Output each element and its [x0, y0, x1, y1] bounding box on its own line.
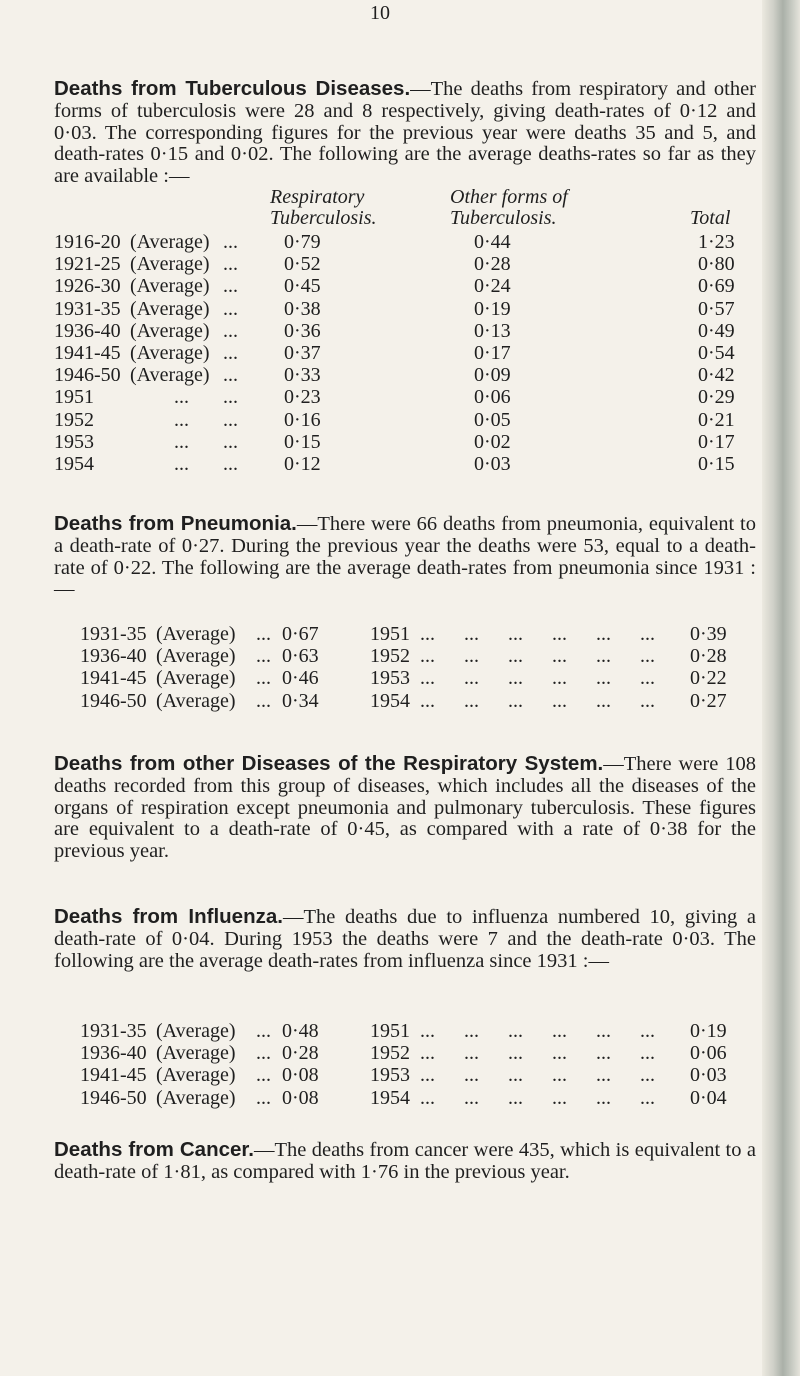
average-rate-cell: 0·28 — [282, 1042, 319, 1065]
leader-dots: ... — [552, 1086, 567, 1109]
tuberculosis-heading: Deaths from Tuberculous Diseases. — [54, 77, 411, 100]
leader-dots: ... — [256, 1064, 271, 1087]
leader-dots: ... — [223, 342, 238, 364]
pneumonia-text: —There were 66 deaths from pneumonia, equivalent to a death-rate of 0·27. During the previous year the deaths were 53, equal to a death-rate of 0·22. The following are the average death-rates from pneumonia since 1931 :— — [54, 513, 756, 601]
note-cell: (Average) — [130, 342, 210, 364]
other-rate-cell: 0·28 — [474, 253, 511, 276]
leader-dots: ... — [420, 623, 435, 645]
leader-dots: ... — [508, 1020, 523, 1042]
note-cell: (Average) — [130, 364, 210, 387]
period-cell: 1946-50 — [54, 364, 121, 387]
table-row — [0, 667, 760, 689]
other-rate-cell: 0·17 — [474, 342, 511, 364]
table-row — [0, 645, 760, 667]
year-rate-cell: 0·22 — [690, 667, 727, 690]
total-rate-cell: 0·21 — [698, 408, 735, 431]
pneumonia-heading: Deaths from Pneumonia. — [54, 512, 297, 535]
leader-dots: ... — [174, 430, 189, 453]
note-cell: (Average) — [156, 623, 236, 645]
table-row — [0, 1020, 760, 1042]
average-rate-cell: 0·08 — [282, 1086, 319, 1109]
note-cell: (Average) — [130, 253, 210, 276]
leader-dots: ... — [596, 1020, 611, 1042]
leader-dots: ... — [174, 453, 189, 475]
respiratory-rate-cell: 0·16 — [284, 408, 321, 431]
tuberculosis-paragraph — [54, 78, 756, 188]
average-rate-cell: 0·48 — [282, 1020, 319, 1042]
leader-dots: ... — [596, 1042, 611, 1065]
note-cell: (Average) — [130, 231, 210, 253]
leader-dots: ... — [223, 319, 238, 342]
year-cell: 1951 — [370, 1020, 410, 1042]
leader-dots: ... — [508, 667, 523, 690]
leader-dots: ... — [640, 667, 655, 690]
leader-dots: ... — [256, 1020, 271, 1042]
table-row — [0, 1064, 760, 1086]
note-cell: (Average) — [156, 645, 236, 668]
leader-dots: ... — [223, 386, 238, 409]
total-rate-cell: 0·69 — [698, 275, 735, 298]
period-cell: 1931-35 — [54, 297, 121, 320]
table-row — [0, 1087, 760, 1109]
year-rate-cell: 0·04 — [690, 1086, 727, 1109]
leader-dots: ... — [596, 1086, 611, 1109]
leader-dots: ... — [464, 1042, 479, 1065]
period-cell: 1916-20 — [54, 231, 121, 253]
col-header-respiratory-1: Respiratory — [270, 186, 365, 208]
total-rate-cell: 0·17 — [698, 430, 735, 453]
other-rate-cell: 0·13 — [474, 319, 511, 342]
note-cell: (Average) — [156, 667, 236, 690]
period-cell: 1936-40 — [80, 645, 147, 668]
col-header-other-1: Other forms of — [450, 186, 568, 208]
leader-dots: ... — [640, 1020, 655, 1042]
total-rate-cell: 0·29 — [698, 386, 735, 409]
respiratory-rate-cell: 0·37 — [284, 342, 321, 364]
leader-dots: ... — [596, 1064, 611, 1087]
leader-dots: ... — [552, 1064, 567, 1087]
leader-dots: ... — [464, 1020, 479, 1042]
leader-dots: ... — [420, 1042, 435, 1065]
year-rate-cell: 0·39 — [690, 623, 727, 645]
leader-dots: ... — [223, 408, 238, 431]
leader-dots: ... — [174, 386, 189, 409]
period-cell: 1946-50 — [80, 689, 147, 712]
respiratory-rate-cell: 0·52 — [284, 253, 321, 276]
period-cell: 1941-45 — [80, 1064, 147, 1087]
influenza-text: —The deaths due to influenza numbered 10, giving a death-rate of 0·04. During 1953 the deaths were 7 and the death-rate 0·03. The following are the average death-rates from influenza since 1931 :— — [54, 906, 757, 972]
influenza-heading: Deaths from Influenza. — [54, 905, 283, 928]
other-rate-cell: 0·24 — [474, 275, 511, 298]
note-cell: (Average) — [156, 689, 236, 712]
period-cell: 1954 — [54, 453, 94, 475]
col-header-other-2: Tuberculosis. — [450, 207, 557, 229]
table-row — [0, 431, 760, 453]
leader-dots: ... — [464, 645, 479, 668]
note-cell: (Average) — [130, 275, 210, 298]
leader-dots: ... — [640, 1042, 655, 1065]
leader-dots: ... — [256, 667, 271, 690]
period-cell: 1921-25 — [54, 253, 121, 276]
average-rate-cell: 0·67 — [282, 623, 319, 645]
leader-dots: ... — [223, 275, 238, 298]
year-rate-cell: 0·27 — [690, 689, 727, 712]
leader-dots: ... — [174, 408, 189, 431]
leader-dots: ... — [640, 1064, 655, 1087]
leader-dots: ... — [223, 231, 238, 253]
tuberculosis-text: —The deaths from respiratory and other forms of tuberculosis were 28 and 8 respectively, giving death-rates of 0·12 and 0·03. The corresponding figures for the previous year were deaths 35 and 5, and death-rates 0·15 and 0·02. The following are the average deaths-rates so far as they are available :— — [54, 78, 756, 188]
leader-dots: ... — [223, 364, 238, 387]
year-cell: 1953 — [370, 667, 410, 690]
respiratory-paragraph — [54, 753, 756, 863]
cancer-text: —The deaths from cancer were 435, which is equivalent to a death-rate of 1·81, as compared with 1·76 in the previous year. — [54, 1139, 757, 1183]
leader-dots: ... — [256, 689, 271, 712]
leader-dots: ... — [508, 645, 523, 668]
leader-dots: ... — [420, 645, 435, 668]
leader-dots: ... — [552, 689, 567, 712]
table-row — [0, 342, 760, 364]
table-row — [0, 690, 760, 712]
leader-dots: ... — [256, 1042, 271, 1065]
leader-dots: ... — [464, 1064, 479, 1087]
table-row — [0, 320, 760, 342]
note-cell: (Average) — [156, 1042, 236, 1065]
table-row — [0, 298, 760, 320]
other-rate-cell: 0·44 — [474, 231, 511, 253]
average-rate-cell: 0·63 — [282, 645, 319, 668]
leader-dots: ... — [640, 1086, 655, 1109]
period-cell: 1951 — [54, 386, 94, 409]
leader-dots: ... — [640, 623, 655, 645]
leader-dots: ... — [552, 667, 567, 690]
other-rate-cell: 0·05 — [474, 408, 511, 431]
leader-dots: ... — [420, 1064, 435, 1087]
year-rate-cell: 0·03 — [690, 1064, 727, 1087]
other-rate-cell: 0·06 — [474, 386, 511, 409]
cancer-heading: Deaths from Cancer. — [54, 1138, 254, 1161]
total-rate-cell: 0·80 — [698, 253, 735, 276]
leader-dots: ... — [552, 623, 567, 645]
year-cell: 1954 — [370, 1086, 410, 1109]
table-row — [0, 409, 760, 431]
leader-dots: ... — [464, 689, 479, 712]
period-cell: 1936-40 — [54, 319, 121, 342]
table-row — [0, 386, 760, 408]
table-row — [0, 1042, 760, 1064]
table-row — [0, 453, 760, 475]
respiratory-rate-cell: 0·33 — [284, 364, 321, 387]
year-cell: 1954 — [370, 689, 410, 712]
page-edge-shadow — [762, 0, 800, 1376]
leader-dots: ... — [508, 623, 523, 645]
year-cell: 1952 — [370, 1042, 410, 1065]
col-header-total: Total — [690, 207, 731, 229]
period-cell: 1953 — [54, 430, 94, 453]
leader-dots: ... — [552, 645, 567, 668]
pneumonia-paragraph — [54, 513, 756, 601]
other-rate-cell: 0·02 — [474, 430, 511, 453]
leader-dots: ... — [223, 453, 238, 475]
note-cell: (Average) — [156, 1020, 236, 1042]
respiratory-rate-cell: 0·79 — [284, 231, 321, 253]
total-rate-cell: 0·15 — [698, 453, 735, 475]
other-rate-cell: 0·09 — [474, 364, 511, 387]
note-cell: (Average) — [156, 1064, 236, 1087]
period-cell: 1931-35 — [80, 1020, 147, 1042]
period-cell: 1926-30 — [54, 275, 121, 298]
average-rate-cell: 0·08 — [282, 1064, 319, 1087]
leader-dots: ... — [552, 1042, 567, 1065]
note-cell: (Average) — [156, 1086, 236, 1109]
page-number: 10 — [370, 2, 390, 24]
respiratory-rate-cell: 0·36 — [284, 319, 321, 342]
leader-dots: ... — [256, 1086, 271, 1109]
year-cell: 1952 — [370, 645, 410, 668]
leader-dots: ... — [420, 689, 435, 712]
cancer-paragraph — [54, 1139, 756, 1184]
respiratory-rate-cell: 0·12 — [284, 453, 321, 475]
period-cell: 1931-35 — [80, 623, 147, 645]
period-cell: 1952 — [54, 408, 94, 431]
leader-dots: ... — [596, 689, 611, 712]
leader-dots: ... — [420, 667, 435, 690]
average-rate-cell: 0·34 — [282, 689, 319, 712]
leader-dots: ... — [508, 689, 523, 712]
leader-dots: ... — [464, 667, 479, 690]
col-header-respiratory-2: Tuberculosis. — [270, 207, 377, 229]
year-cell: 1953 — [370, 1064, 410, 1087]
year-rate-cell: 0·06 — [690, 1042, 727, 1065]
leader-dots: ... — [464, 1086, 479, 1109]
total-rate-cell: 1·23 — [698, 231, 735, 253]
leader-dots: ... — [596, 623, 611, 645]
average-rate-cell: 0·46 — [282, 667, 319, 690]
respiratory-rate-cell: 0·45 — [284, 275, 321, 298]
leader-dots: ... — [640, 645, 655, 668]
note-cell: (Average) — [130, 297, 210, 320]
leader-dots: ... — [596, 645, 611, 668]
leader-dots: ... — [420, 1020, 435, 1042]
table-row — [0, 275, 760, 297]
leader-dots: ... — [420, 1086, 435, 1109]
leader-dots: ... — [256, 623, 271, 645]
total-rate-cell: 0·42 — [698, 364, 735, 387]
total-rate-cell: 0·49 — [698, 319, 735, 342]
respiratory-rate-cell: 0·23 — [284, 386, 321, 409]
respiratory-rate-cell: 0·38 — [284, 297, 321, 320]
leader-dots: ... — [508, 1086, 523, 1109]
year-cell: 1951 — [370, 623, 410, 645]
period-cell: 1941-45 — [80, 667, 147, 690]
period-cell: 1946-50 — [80, 1086, 147, 1109]
period-cell: 1936-40 — [80, 1042, 147, 1065]
leader-dots: ... — [596, 667, 611, 690]
respiratory-heading: Deaths from other Diseases of the Respiratory System. — [54, 752, 604, 775]
total-rate-cell: 0·57 — [698, 297, 735, 320]
respiratory-text: —There were 108 deaths recorded from this group of diseases, which includes all the diseases of the organs of respiration except pneumonia and pulmonary tuberculosis. These figures are equivalent to a death-rate of 0·45, as compared with a rate of 0·38 for the previous year. — [54, 753, 756, 863]
leader-dots: ... — [223, 297, 238, 320]
table-row — [0, 364, 760, 386]
note-cell: (Average) — [130, 319, 210, 342]
leader-dots: ... — [640, 689, 655, 712]
period-cell: 1941-45 — [54, 342, 121, 364]
leader-dots: ... — [256, 645, 271, 668]
other-rate-cell: 0·19 — [474, 297, 511, 320]
other-rate-cell: 0·03 — [474, 453, 511, 475]
year-rate-cell: 0·19 — [690, 1020, 727, 1042]
leader-dots: ... — [223, 253, 238, 276]
table-row — [0, 253, 760, 275]
leader-dots: ... — [508, 1064, 523, 1087]
year-rate-cell: 0·28 — [690, 645, 727, 668]
respiratory-rate-cell: 0·15 — [284, 430, 321, 453]
leader-dots: ... — [508, 1042, 523, 1065]
total-rate-cell: 0·54 — [698, 342, 735, 364]
table-row — [0, 231, 760, 253]
influenza-paragraph — [54, 906, 756, 972]
table-row — [0, 623, 760, 645]
leader-dots: ... — [552, 1020, 567, 1042]
leader-dots: ... — [464, 623, 479, 645]
leader-dots: ... — [223, 430, 238, 453]
